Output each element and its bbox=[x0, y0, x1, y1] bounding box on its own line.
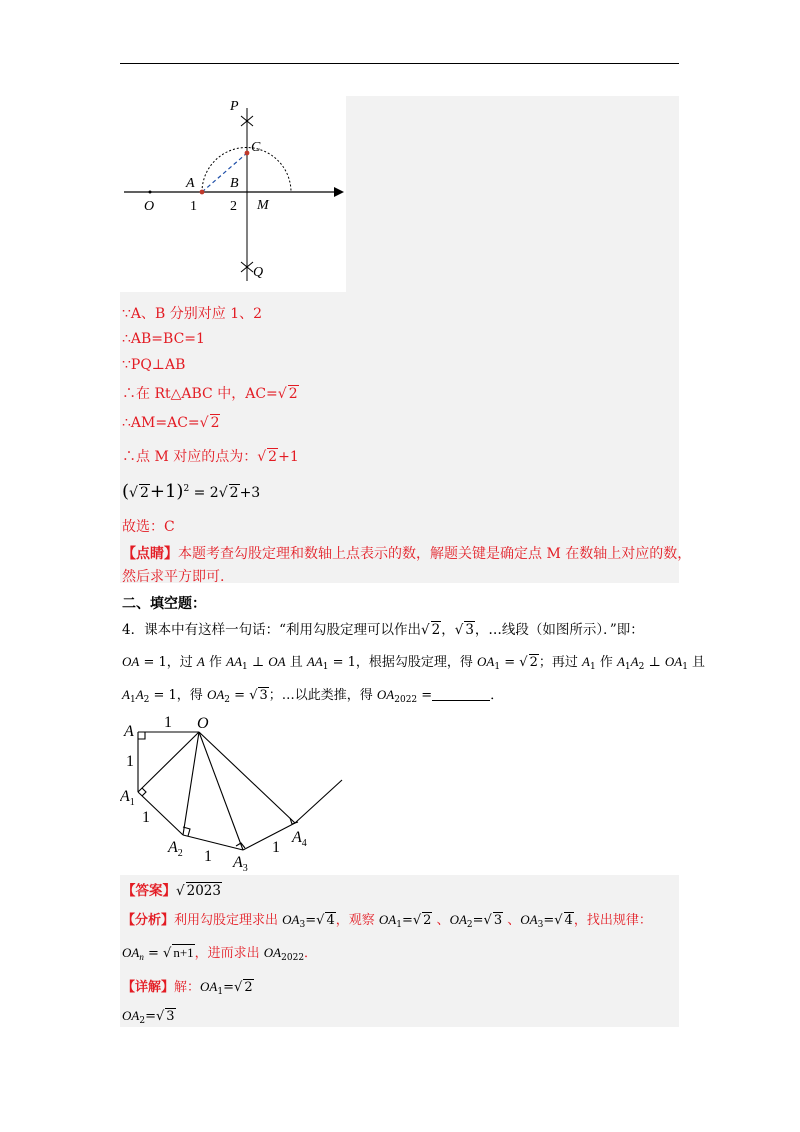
answer-line: 【答案】√ 2023 bbox=[122, 883, 221, 899]
sol-line-7: (√ 2+1)$^2$ = 2√ 2+3 bbox=[122, 481, 261, 502]
q4-line-3: $A_1A_2 = 1$，得 $OA_2$ = √ 3；…以此类推，得 $OA_{2022}$ = ． bbox=[122, 687, 504, 705]
label-A0: A bbox=[124, 723, 134, 740]
label-one-left: 1 bbox=[126, 753, 134, 770]
label-A2: $A_2$ bbox=[168, 839, 183, 859]
label-A4: $A_4$ bbox=[292, 829, 307, 849]
detail-line-2: $OA_2=√$ 3 bbox=[122, 1008, 175, 1026]
label-M: M bbox=[257, 198, 269, 213]
section-heading: 二、填空题： bbox=[122, 596, 206, 612]
comment-line-2: 然后求平方即可. bbox=[122, 569, 225, 585]
sol-line-4: ∴在 Rt△ABC 中，AC=√ 2 bbox=[122, 386, 298, 402]
sol-line-2: ∴AB=BC=1 bbox=[122, 331, 205, 347]
label-C: C bbox=[251, 140, 261, 155]
label-P: P bbox=[230, 99, 239, 114]
sol-line-1: ∵A、B 分别对应 1、2 bbox=[122, 306, 263, 322]
analysis-line-2: $OA_n$ = √ n+1，进而求出 $OA_{2022}$． bbox=[122, 945, 318, 963]
label-Q: Q bbox=[253, 265, 264, 280]
label-A: A bbox=[186, 176, 195, 191]
label-one-top: 1 bbox=[164, 714, 172, 731]
label-A3: $A_3$ bbox=[233, 854, 248, 874]
label-B: B bbox=[230, 176, 239, 191]
header-rule bbox=[120, 63, 679, 64]
label-one-a2a3: 1 bbox=[204, 848, 212, 865]
number-line-figure bbox=[120, 96, 346, 292]
q4-line-1: 4．课本中有这样一句话：“利用勾股定理可以作出√ 2，√ 3，…线段（如图所示）．”即： bbox=[122, 622, 644, 638]
label-2: 2 bbox=[230, 199, 237, 214]
label-1: 1 bbox=[190, 199, 197, 214]
q4-line-2: OA = 1，过 A 作 $AA_1$ ⊥ OA 且 $AA_1 = 1$，根据勾股定理，得 $OA_1$ = √ 2；再过 $A_1$ 作 $A_1A_2$ ⊥ $OA_1$ 且 bbox=[122, 654, 706, 672]
label-one-a3a4: 1 bbox=[272, 839, 280, 856]
label-O: O bbox=[144, 199, 155, 214]
sol-line-6: ∴点 M 对应的点为：√ 2+1 bbox=[122, 449, 299, 465]
analysis-line-1: 【分析】利用勾股定理求出 $OA_3=√$ 4，观察 $OA_1=√$ 2 、$OA_2=√$ 3 、$OA_3=√$ 4，找出规律： bbox=[122, 912, 652, 930]
spiral-figure bbox=[120, 712, 350, 877]
detail-line-1: 【详解】解：$OA_1=√$ 2 bbox=[122, 979, 253, 997]
comment-line-1: 【点睛】本题考查勾股定理和数轴上点表示的数，解题关键是确定点 M 在数轴上对应的数， bbox=[122, 546, 692, 562]
label-A1: $A_1$ bbox=[120, 788, 135, 808]
label-one-a1a2: 1 bbox=[142, 809, 150, 826]
answer-blank bbox=[432, 688, 490, 701]
sol-line-8: 故选：C bbox=[122, 519, 175, 535]
sol-line-3: ∵PQ⊥AB bbox=[122, 357, 186, 373]
sol-line-5: ∴AM=AC=√ 2 bbox=[122, 415, 220, 431]
label-O2: O bbox=[197, 715, 209, 732]
